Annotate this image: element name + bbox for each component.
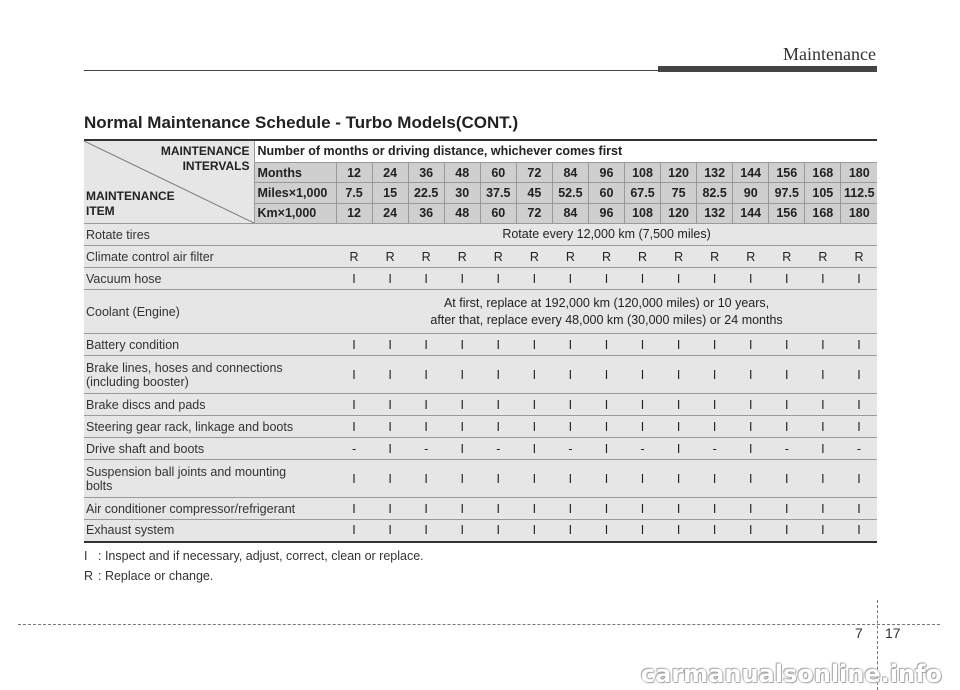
service-mark: I [588, 334, 624, 356]
service-mark: - [480, 438, 516, 460]
maintenance-item-line: Coolant (Engine) [86, 304, 180, 319]
service-mark: I [516, 520, 552, 542]
maintenance-item [84, 416, 336, 438]
interval-value: 120 [661, 203, 697, 223]
interval-value: 96 [588, 162, 624, 182]
service-mark: I [480, 460, 516, 498]
maintenance-item [84, 356, 336, 394]
service-mark: I [805, 416, 841, 438]
interval-value: 45 [516, 183, 552, 203]
service-mark: - [625, 438, 661, 460]
interval-value: 12 [336, 203, 372, 223]
service-mark: I [661, 334, 697, 356]
service-mark: I [552, 460, 588, 498]
table-row [84, 268, 877, 290]
service-mark: I [408, 416, 444, 438]
service-mark: I [769, 498, 805, 520]
service-mark: I [444, 334, 480, 356]
service-mark: I [661, 268, 697, 290]
service-mark: I [733, 498, 769, 520]
service-mark: I [841, 334, 877, 356]
service-mark: I [516, 356, 552, 394]
service-mark: I [336, 498, 372, 520]
service-mark: I [408, 460, 444, 498]
service-mark: I [372, 520, 408, 542]
interval-value: 108 [625, 203, 661, 223]
service-mark: I [588, 438, 624, 460]
maintenance-item-line: Air conditioner compressor/refrigerant [86, 501, 296, 516]
service-mark: I [480, 520, 516, 542]
service-mark: I [516, 416, 552, 438]
service-mark: I [841, 268, 877, 290]
interval-value: 24 [372, 203, 408, 223]
service-mark: I [372, 498, 408, 520]
maintenance-item [84, 334, 336, 356]
service-mark: I [552, 416, 588, 438]
service-mark: R [336, 246, 372, 268]
service-mark: I [625, 416, 661, 438]
corner-item-label: MAINTENANCE ITEM [86, 189, 175, 218]
service-mark: I [588, 460, 624, 498]
interval-value: 15 [372, 183, 408, 203]
service-mark: I [625, 520, 661, 542]
maintenance-item-line: (including booster) [86, 374, 189, 389]
corner-intervals-label: MAINTENANCE INTERVALS [160, 144, 250, 173]
interval-value: 30 [444, 183, 480, 203]
service-mark: I [588, 520, 624, 542]
header-row-label: Miles×1,000 [254, 183, 336, 203]
interval-value: 168 [805, 203, 841, 223]
table-corner-cell [84, 140, 254, 224]
service-mark: I [661, 416, 697, 438]
maintenance-item [84, 290, 336, 334]
maintenance-item-line: Vacuum hose [86, 271, 162, 286]
service-mark: R [733, 246, 769, 268]
service-mark: I [733, 460, 769, 498]
maintenance-item [84, 460, 336, 498]
table-row [84, 460, 877, 498]
service-mark: I [336, 356, 372, 394]
maintenance-item [84, 520, 336, 542]
interval-value: 97.5 [769, 183, 805, 203]
service-mark: I [372, 356, 408, 394]
service-mark: I [769, 520, 805, 542]
service-mark: I [697, 416, 733, 438]
service-mark: I [841, 498, 877, 520]
header-rule [84, 70, 660, 71]
chapter-number: 7 [855, 625, 863, 641]
service-mark: I [552, 356, 588, 394]
maintenance-item [84, 438, 336, 460]
service-mark: I [769, 334, 805, 356]
schedule-note [336, 290, 877, 334]
service-mark: I [372, 268, 408, 290]
service-mark: I [516, 438, 552, 460]
table-row [84, 416, 877, 438]
maintenance-item-line: Brake discs and pads [86, 397, 206, 412]
service-mark: I [552, 334, 588, 356]
service-mark: I [336, 394, 372, 416]
service-mark: I [336, 520, 372, 542]
service-mark: I [480, 498, 516, 520]
maintenance-item [84, 224, 336, 246]
interval-value: 24 [372, 162, 408, 182]
maintenance-item [84, 246, 336, 268]
schedule-note-line: At first, replace at 192,000 km (120,000 miles) or 10 years, [443, 295, 770, 310]
service-mark: I [625, 460, 661, 498]
interval-value: 60 [588, 183, 624, 203]
service-mark: I [408, 334, 444, 356]
service-mark: I [733, 416, 769, 438]
interval-value: 67.5 [625, 183, 661, 203]
service-mark: I [372, 394, 408, 416]
service-mark: I [444, 268, 480, 290]
service-mark: - [408, 438, 444, 460]
service-mark: I [805, 438, 841, 460]
service-mark: I [625, 498, 661, 520]
service-mark: I [552, 268, 588, 290]
service-mark: I [444, 438, 480, 460]
service-mark: - [841, 438, 877, 460]
service-mark: I [625, 268, 661, 290]
service-mark: I [444, 460, 480, 498]
service-mark: R [805, 246, 841, 268]
interval-value: 84 [552, 162, 588, 182]
service-mark: R [444, 246, 480, 268]
service-mark: I [733, 394, 769, 416]
service-mark: I [841, 520, 877, 542]
maintenance-item-line: Drive shaft and boots [86, 441, 205, 456]
service-mark: I [733, 520, 769, 542]
interval-value: 60 [480, 203, 516, 223]
maintenance-item-line: Climate control air filter [86, 249, 214, 264]
service-mark: I [733, 268, 769, 290]
service-mark: I [805, 460, 841, 498]
service-mark: I [480, 334, 516, 356]
service-mark: I [588, 498, 624, 520]
maintenance-item-line: Rotate tires [86, 227, 150, 242]
service-mark: I [408, 356, 444, 394]
interval-value: 144 [733, 162, 769, 182]
footer-rule [18, 624, 940, 625]
interval-value: 96 [588, 203, 624, 223]
service-mark: I [769, 394, 805, 416]
interval-value: 105 [805, 183, 841, 203]
service-mark: I [697, 268, 733, 290]
service-mark: I [372, 416, 408, 438]
service-mark: I [516, 268, 552, 290]
service-mark: I [552, 394, 588, 416]
service-mark: I [661, 498, 697, 520]
service-mark: R [552, 246, 588, 268]
service-mark: R [588, 246, 624, 268]
service-mark: I [552, 498, 588, 520]
service-mark: I [372, 334, 408, 356]
service-mark: I [625, 334, 661, 356]
header-row-label: Km×1,000 [254, 203, 336, 223]
interval-value: 48 [444, 162, 480, 182]
table-row [84, 498, 877, 520]
service-mark: I [336, 416, 372, 438]
service-mark: I [552, 520, 588, 542]
service-mark: I [372, 438, 408, 460]
service-mark: I [408, 394, 444, 416]
interval-value: 75 [661, 183, 697, 203]
table-row [84, 290, 877, 334]
service-mark: I [769, 356, 805, 394]
service-mark: I [444, 520, 480, 542]
service-mark: I [444, 498, 480, 520]
interval-value: 156 [769, 203, 805, 223]
interval-value: 120 [661, 162, 697, 182]
interval-value: 90 [733, 183, 769, 203]
section-title: Maintenance [783, 44, 876, 64]
service-mark: I [480, 394, 516, 416]
service-mark: I [625, 394, 661, 416]
schedule-note-line: Rotate every 12,000 km (7,500 miles) [502, 227, 711, 241]
header-row-label: Months [254, 162, 336, 182]
maintenance-item-line: Suspension ball joints and mounting [86, 464, 287, 479]
service-mark: R [841, 246, 877, 268]
service-mark: I [661, 460, 697, 498]
maintenance-item [84, 268, 336, 290]
interval-value: 48 [444, 203, 480, 223]
interval-value: 82.5 [697, 183, 733, 203]
interval-value: 7.5 [336, 183, 372, 203]
service-mark: I [841, 356, 877, 394]
interval-value: 84 [552, 203, 588, 223]
schedule-note-line: after that, replace every 48,000 km (30,000 miles) or 24 months [430, 312, 783, 327]
service-mark: - [697, 438, 733, 460]
service-mark: - [552, 438, 588, 460]
interval-value: 108 [625, 162, 661, 182]
service-mark: I [336, 268, 372, 290]
service-mark: I [588, 394, 624, 416]
interval-value: 36 [408, 203, 444, 223]
interval-value: 22.5 [408, 183, 444, 203]
service-mark: I [661, 394, 697, 416]
service-mark: - [769, 438, 805, 460]
interval-value: 180 [841, 162, 877, 182]
maintenance-item-line: bolts [86, 478, 113, 493]
service-mark: I [805, 356, 841, 394]
service-mark: I [769, 268, 805, 290]
interval-value: 132 [697, 203, 733, 223]
service-mark: R [408, 246, 444, 268]
table-row [84, 334, 877, 356]
service-mark: I [588, 268, 624, 290]
legend-inspect: I : Inspect and if necessary, adjust, correct, clean or replace. [84, 549, 424, 563]
service-mark: I [516, 498, 552, 520]
interval-value: 156 [769, 162, 805, 182]
service-mark: R [661, 246, 697, 268]
interval-value: 112.5 [841, 183, 877, 203]
service-mark: I [841, 460, 877, 498]
interval-value: 37.5 [480, 183, 516, 203]
service-mark: R [697, 246, 733, 268]
watermark: carmanualsonline.info [640, 660, 942, 688]
service-mark: I [625, 356, 661, 394]
service-mark: I [480, 268, 516, 290]
header-rule-accent [658, 66, 877, 72]
maintenance-item-line: Brake lines, hoses and connections [86, 360, 283, 375]
service-mark: I [697, 520, 733, 542]
table-row [84, 438, 877, 460]
service-mark: I [697, 394, 733, 416]
service-mark: I [661, 356, 697, 394]
service-mark: I [408, 520, 444, 542]
service-mark: R [769, 246, 805, 268]
service-mark: I [805, 520, 841, 542]
service-mark: I [516, 460, 552, 498]
service-mark: I [697, 334, 733, 356]
service-mark: I [372, 460, 408, 498]
table-row [84, 356, 877, 394]
service-mark: R [516, 246, 552, 268]
service-mark: I [769, 416, 805, 438]
maintenance-schedule-table [84, 139, 877, 543]
interval-value: 132 [697, 162, 733, 182]
service-mark: I [697, 460, 733, 498]
service-mark: R [372, 246, 408, 268]
service-mark: I [480, 416, 516, 438]
service-mark: I [805, 334, 841, 356]
service-mark: I [480, 356, 516, 394]
document-title: Normal Maintenance Schedule - Turbo Models(CONT.) [84, 113, 519, 132]
interval-value: 72 [516, 203, 552, 223]
service-mark: I [841, 416, 877, 438]
table-row [84, 520, 877, 542]
legend-replace: R : Replace or change. [84, 569, 214, 583]
table-headline: Number of months or driving distance, whichever comes first [254, 140, 877, 162]
interval-value: 60 [480, 162, 516, 182]
service-mark: I [336, 334, 372, 356]
service-mark: I [408, 268, 444, 290]
service-mark: R [480, 246, 516, 268]
maintenance-item [84, 498, 336, 520]
maintenance-item-line: Battery condition [86, 337, 180, 352]
page-number: 17 [885, 625, 901, 641]
service-mark: I [588, 416, 624, 438]
service-mark: I [733, 356, 769, 394]
service-mark: I [661, 438, 697, 460]
service-mark: I [805, 268, 841, 290]
interval-value: 144 [733, 203, 769, 223]
service-mark: R [625, 246, 661, 268]
service-mark: I [516, 334, 552, 356]
service-mark: I [661, 520, 697, 542]
service-mark: I [733, 438, 769, 460]
service-mark: I [444, 394, 480, 416]
schedule-note [336, 224, 877, 246]
service-mark: I [516, 394, 552, 416]
service-mark: I [769, 460, 805, 498]
interval-value: 12 [336, 162, 372, 182]
service-mark: - [336, 438, 372, 460]
service-mark: I [841, 394, 877, 416]
service-mark: I [805, 394, 841, 416]
service-mark: I [444, 416, 480, 438]
service-mark: I [697, 498, 733, 520]
service-mark: I [408, 498, 444, 520]
service-mark: I [588, 356, 624, 394]
interval-value: 180 [841, 203, 877, 223]
service-mark: I [733, 334, 769, 356]
service-mark: I [805, 498, 841, 520]
interval-value: 72 [516, 162, 552, 182]
maintenance-item-line: Steering gear rack, linkage and boots [86, 419, 294, 434]
interval-value: 36 [408, 162, 444, 182]
maintenance-item-line: Exhaust system [86, 523, 175, 538]
service-mark: I [697, 356, 733, 394]
interval-value: 168 [805, 162, 841, 182]
service-mark: I [336, 460, 372, 498]
table-row [84, 246, 877, 268]
interval-value: 52.5 [552, 183, 588, 203]
service-mark: I [444, 356, 480, 394]
table-row [84, 224, 877, 246]
maintenance-item [84, 394, 336, 416]
table-row [84, 394, 877, 416]
